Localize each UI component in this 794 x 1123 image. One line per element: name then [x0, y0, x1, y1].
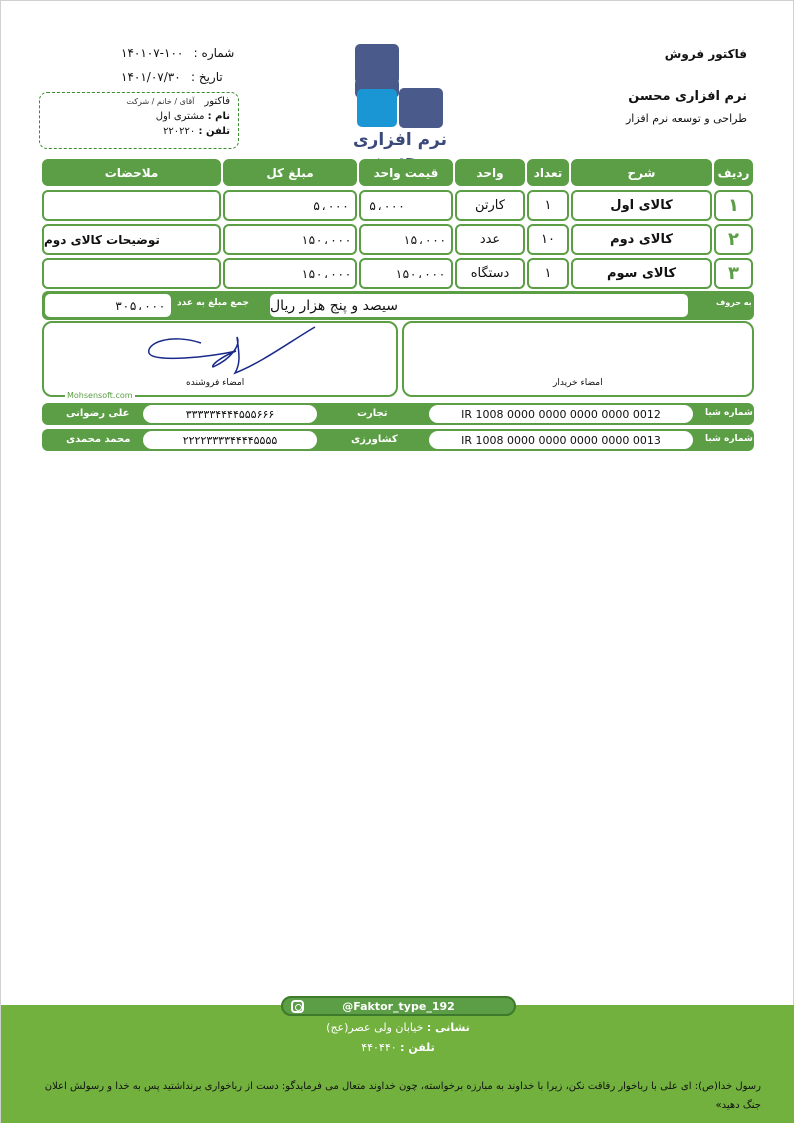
invoice-date [121, 70, 223, 84]
footer-phone-label: تلفن : [400, 1041, 435, 1054]
logo-text: نرم افزاری [352, 130, 448, 150]
bank-2-account: ۲۲۲۲۳۳۳۳۴۴۴۴۵۵۵۵ [143, 431, 317, 449]
watermark-text: Mohsensoft.com [67, 391, 133, 400]
footer-address-value: خیابان ولی عصر(عج) [326, 1021, 424, 1034]
row-3-unit: دستگاه [455, 258, 525, 289]
row-2-desc: کالای دوم [571, 224, 712, 255]
row-1-total: ۵،۰۰۰ [223, 190, 357, 221]
instagram-handle: @Faktor_type_192 [342, 999, 455, 1013]
row-3-notes [42, 258, 221, 289]
row-2-no: ۲ [714, 224, 753, 255]
customer-title-options: آقای / خانم / شرکت [126, 97, 195, 106]
total-words-label: مبلغ به حروف [716, 298, 772, 307]
seller-signature-label: امضاء فروشنده [186, 378, 245, 388]
row-2-unit: عدد [455, 224, 525, 255]
row-2-unit-price: ۱۵،۰۰۰ [359, 224, 453, 255]
footer-address [1, 1021, 794, 1034]
header-total: مبلغ کل [223, 159, 357, 186]
bank-2-sheba-label: شماره شبا [705, 434, 753, 444]
invoice-number-value: ۱۴۰۱۰۷-۱۰۰ [121, 46, 184, 60]
bank-2-sheba: IR 1008 0000 0000 0000 0000 0013 [429, 431, 693, 449]
company-desc: طراحی و توسعه نرم افزار [625, 112, 747, 125]
seller-signature-scribble [141, 323, 321, 375]
row-3-total: ۱۵۰،۰۰۰ [223, 258, 357, 289]
header-desc: شرح [571, 159, 712, 186]
row-1-unit-price: ۵،۰۰۰ [359, 190, 453, 221]
customer-phone-label: تلفن : [198, 126, 230, 137]
customer-invoice-label: فاکتور [204, 96, 230, 107]
bank-1-account: ۳۳۳۳۳۴۴۴۴۵۵۵۶۶۶ [143, 405, 317, 423]
header-unit-price: قیمت واحد [359, 159, 453, 186]
footer-phone [1, 1041, 794, 1054]
row-3-unit-price: ۱۵۰،۰۰۰ [359, 258, 453, 289]
row-1-qty: ۱ [527, 190, 569, 221]
header-unit: واحد [455, 159, 525, 186]
bank-1-sheba-label: شماره شبا [705, 408, 753, 418]
row-1-no: ۱ [714, 190, 753, 221]
instagram-icon [291, 1000, 304, 1013]
row-3-qty: ۱ [527, 258, 569, 289]
customer-phone: ۲۲۰۲۲۰ [163, 126, 196, 137]
total-words-value: سیصد و پنج هزار ریال [269, 293, 689, 318]
footer-address-label: نشانی : [426, 1021, 470, 1034]
company-logo [337, 42, 463, 154]
instagram-badge[interactable] [281, 996, 516, 1016]
customer-name: مشتری اول [155, 111, 205, 122]
header-notes: ملاحضات [42, 159, 221, 186]
row-3-desc: کالای سوم [571, 258, 712, 289]
header-qty: تعداد [527, 159, 569, 186]
buyer-signature-label: امضاء خریدار [553, 378, 603, 388]
row-1-unit: کارتن [455, 190, 525, 221]
invoice-date-label: تاریخ : [190, 70, 223, 84]
invoice-date-value: ۱۴۰۱/۰۷/۳۰ [121, 70, 181, 84]
bank-1-holder: علی رضوانی [66, 408, 130, 419]
row-2-notes: توضیحات کالای دوم [42, 224, 221, 255]
footer-phone-value: ۴۴۰۴۴۰ [361, 1041, 397, 1054]
bank-2-name: کشاورزی [351, 434, 398, 445]
row-2-qty: ۱۰ [527, 224, 569, 255]
footer-quote: رسول خدا(ص): ای علی با رباخوار رفاقت نکن، زیرا با خداوند به مبارزه برخواسته، چون خداوند متعال می فرمایدگو: دست از رباخواری برنداشتید پس به خدا و رسولش اعلان جنگ دهید» [44, 1081, 761, 1111]
bank-1-name: تجارت [357, 408, 388, 419]
bank-1-sheba: IR 1008 0000 0000 0000 0000 0012 [429, 405, 693, 423]
invoice-type: فاکتور فروش [664, 47, 747, 61]
row-2-total: ۱۵۰،۰۰۰ [223, 224, 357, 255]
row-1-desc: کالای اول [571, 190, 712, 221]
row-3-no: ۳ [714, 258, 753, 289]
bank-2-holder: محمد محمدی [66, 434, 131, 445]
header-row-no: ردیف [714, 159, 753, 186]
customer-box [39, 92, 239, 149]
total-numeric-value: ۳۰۵،۰۰۰ [44, 293, 172, 318]
invoice-number [121, 46, 234, 60]
invoice-number-label: شماره : [193, 46, 235, 60]
total-numeric-label: جمع مبلغ به عدد [177, 298, 249, 308]
row-1-notes [42, 190, 221, 221]
customer-name-label: نام : [207, 111, 230, 122]
company-name: نرم افزاری محسن [628, 89, 747, 104]
